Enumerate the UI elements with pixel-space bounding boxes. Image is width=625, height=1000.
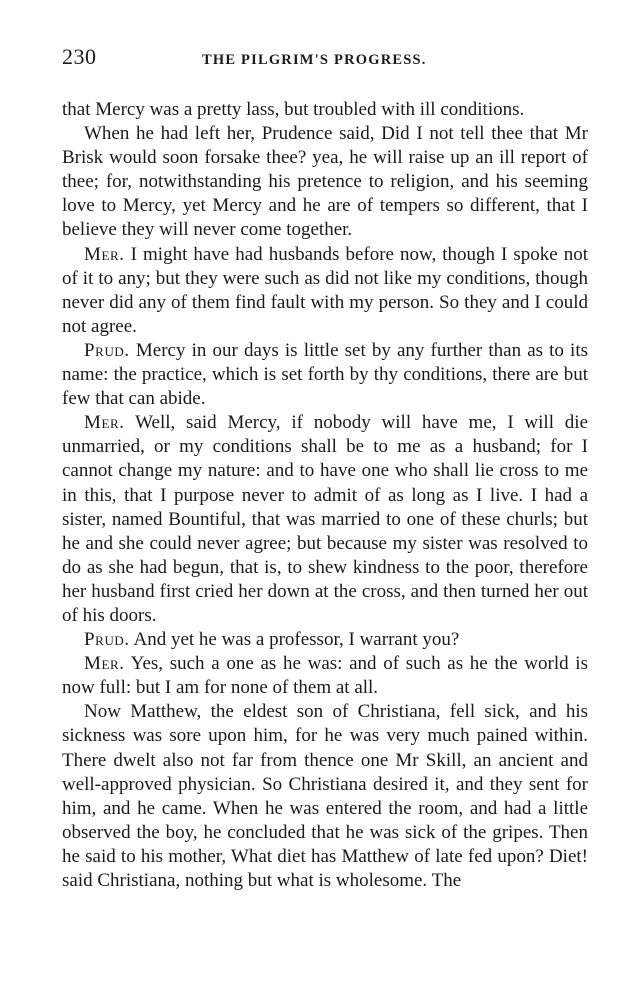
speaker-label: Prud. bbox=[84, 339, 130, 361]
paragraph-text: Now Matthew, the eldest son of Christiana, fell sick, and his sickness was sore upon him, for he was very much pained within. There dwelt also not far from thence one Mr Skill, an ancient and well-approved physician. So Christiana desired it, and they sent for him, and he came. When he was entered the room, and had a little observed the boy, he concluded that he was sick of the gripes. Then he said to his mother, What diet has Matthew of late fed upon? Diet! said Christiana, nothing but what is wholesome. The bbox=[62, 701, 588, 891]
page-header bbox=[62, 44, 588, 76]
page-number: 230 bbox=[62, 44, 97, 69]
paragraph-text: Well, said Mercy, if nobody will have me, I will die unmarried, or my conditions shall be to me as a husband; for I cannot change my nature: and to have one who shall lie cross to me in this, that I purpose never to admit of as long as I live. I had a sister, named Bountiful, that was married to one of these churls; but he and she could never agree; but because my sister was resolved to do as she had begun, that is, to shew kindness to the poor, therefore her husband first cried her down at the cross, and then turned her out of his doors. bbox=[62, 412, 588, 626]
paragraph bbox=[62, 652, 588, 700]
speaker-label: Mer. bbox=[84, 243, 125, 265]
speaker-label: Mer. bbox=[84, 412, 125, 434]
paragraph-text: Mercy in our days is little set by any further than as to its name: the practice, which is set forth by thy conditions, there are but few that can abide. bbox=[62, 339, 588, 410]
paragraph-text: Yes, such a one as he was: and of such as he the world is now full: but I am for none of them at all. bbox=[62, 653, 588, 699]
paragraph bbox=[62, 628, 588, 652]
paragraph-text: And yet he was a professor, I warrant you? bbox=[129, 629, 460, 651]
speaker-label: Mer. bbox=[84, 653, 125, 675]
running-title: THE PILGRIM'S PROGRESS. bbox=[202, 52, 427, 68]
paragraph bbox=[62, 411, 588, 628]
paragraph-text: I might have had husbands before now, though I spoke not of it to any; but they were such as did not like my conditions, though never did any of them find fault with my person. So they and I could not agree. bbox=[62, 243, 588, 337]
speaker-label: Prud. bbox=[84, 629, 130, 651]
paragraph bbox=[62, 122, 588, 242]
book-page bbox=[62, 44, 588, 893]
paragraph bbox=[62, 700, 588, 893]
paragraph bbox=[62, 98, 588, 122]
paragraph bbox=[62, 243, 588, 339]
paragraph-text: When he had left her, Prudence said, Did I not tell thee that Mr Brisk would soon forsake thee? yea, he will raise up an ill report of thee; for, notwithstanding his pretence to religion, and his seeming love to Mercy, yet Mercy and he are of tempers so different, that I believe they will never come together. bbox=[62, 123, 588, 241]
paragraph bbox=[62, 339, 588, 411]
body-text bbox=[62, 98, 588, 893]
paragraph-text: that Mercy was a pretty lass, but troubled with ill conditions. bbox=[62, 99, 525, 120]
